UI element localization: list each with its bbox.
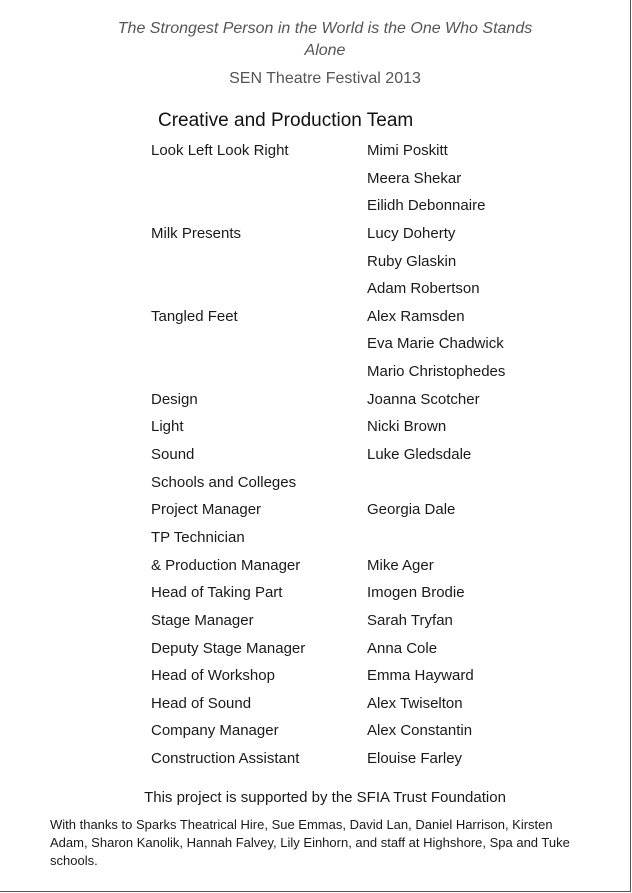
credit-name: Alex Twiselton [367,694,463,712]
credit-row [0,746,632,774]
thanks-paragraph: With thanks to Sparks Theatrical Hire, Sue Emmas, David Lan, Daniel Harrison, Kirsten Adam, Sharon Kanolik, Hannah Falvey, Lily Einhorn, and staff at Highshore, Spa and Tuke schools. [50,817,570,868]
credit-row [0,387,632,415]
credit-name: Alex Constantin [367,722,473,740]
credit-row [0,553,632,581]
credit-row [0,414,632,442]
credit-name: Eilidh Debonnaire [367,197,486,215]
credit-role: Company Manager [151,722,279,740]
credit-name: Adam Robertson [367,280,480,298]
credit-role: Project Manager [151,501,262,519]
credit-name: Joanna Scotcher [367,390,480,408]
credit-role: Stage Manager [151,611,254,629]
credit-role: Sound [151,446,195,464]
section-heading: Creative and Production Team [158,110,414,131]
credit-row [0,221,632,249]
credit-name: Nicki Brown [367,418,447,436]
support-statement: This project is supported by the SFIA Trust Foundation [144,789,506,806]
credit-row [0,359,632,387]
credit-row [0,166,632,194]
credit-role: Head of Workshop [151,667,275,685]
credit-name: Meera Shekar [367,169,462,187]
credit-role: Schools and Colleges [151,473,297,491]
credit-name: Ruby Glaskin [367,252,457,270]
credit-name: Emma Hayward [367,667,474,685]
credit-name: Imogen Brodie [367,584,465,602]
credit-role: Milk Presents [151,224,242,242]
document-title: The Strongest Person in the World is the One Who Stands Alone [117,20,533,59]
credit-row [0,470,632,498]
credit-name: Sarah Tryfan [367,611,453,629]
credit-row [0,193,632,221]
credit-role: & Production Manager [151,556,301,574]
credit-role: Head of Sound [151,694,252,712]
credit-name: Eva Marie Chadwick [367,335,504,353]
credit-row [0,138,632,166]
credit-row [0,276,632,304]
credit-row [0,525,632,553]
credit-row [0,442,632,470]
credit-name: Mario Christophedes [367,363,506,381]
credit-role: Head of Taking Part [151,584,283,602]
credit-role: Light [151,418,184,436]
credit-row [0,608,632,636]
credit-row [0,718,632,746]
credit-name: Georgia Dale [367,501,456,519]
credit-name: Luke Gledsdale [367,446,472,464]
credit-row [0,580,632,608]
credits-list [0,138,632,774]
credit-row [0,331,632,359]
credit-name: Alex Ramsden [367,307,465,325]
credit-row [0,663,632,691]
credit-role: TP Technician [151,528,245,546]
credit-role: Look Left Look Right [151,142,289,159]
credit-row [0,636,632,664]
credit-row [0,249,632,277]
credit-name: Mimi Poskitt [367,142,448,159]
credit-name: Lucy Doherty [367,224,456,242]
credit-role: Tangled Feet [151,307,238,325]
credit-row [0,304,632,332]
credit-row [0,497,632,525]
credit-name: Elouise Farley [367,750,463,768]
credit-name: Anna Cole [367,639,438,657]
credit-role: Construction Assistant [151,750,300,768]
credit-role: Deputy Stage Manager [151,639,306,657]
festival-subtitle: SEN Theatre Festival 2013 [229,70,421,87]
credit-row [0,691,632,719]
credit-name: Mike Ager [367,556,434,574]
credit-role: Design [151,390,198,408]
